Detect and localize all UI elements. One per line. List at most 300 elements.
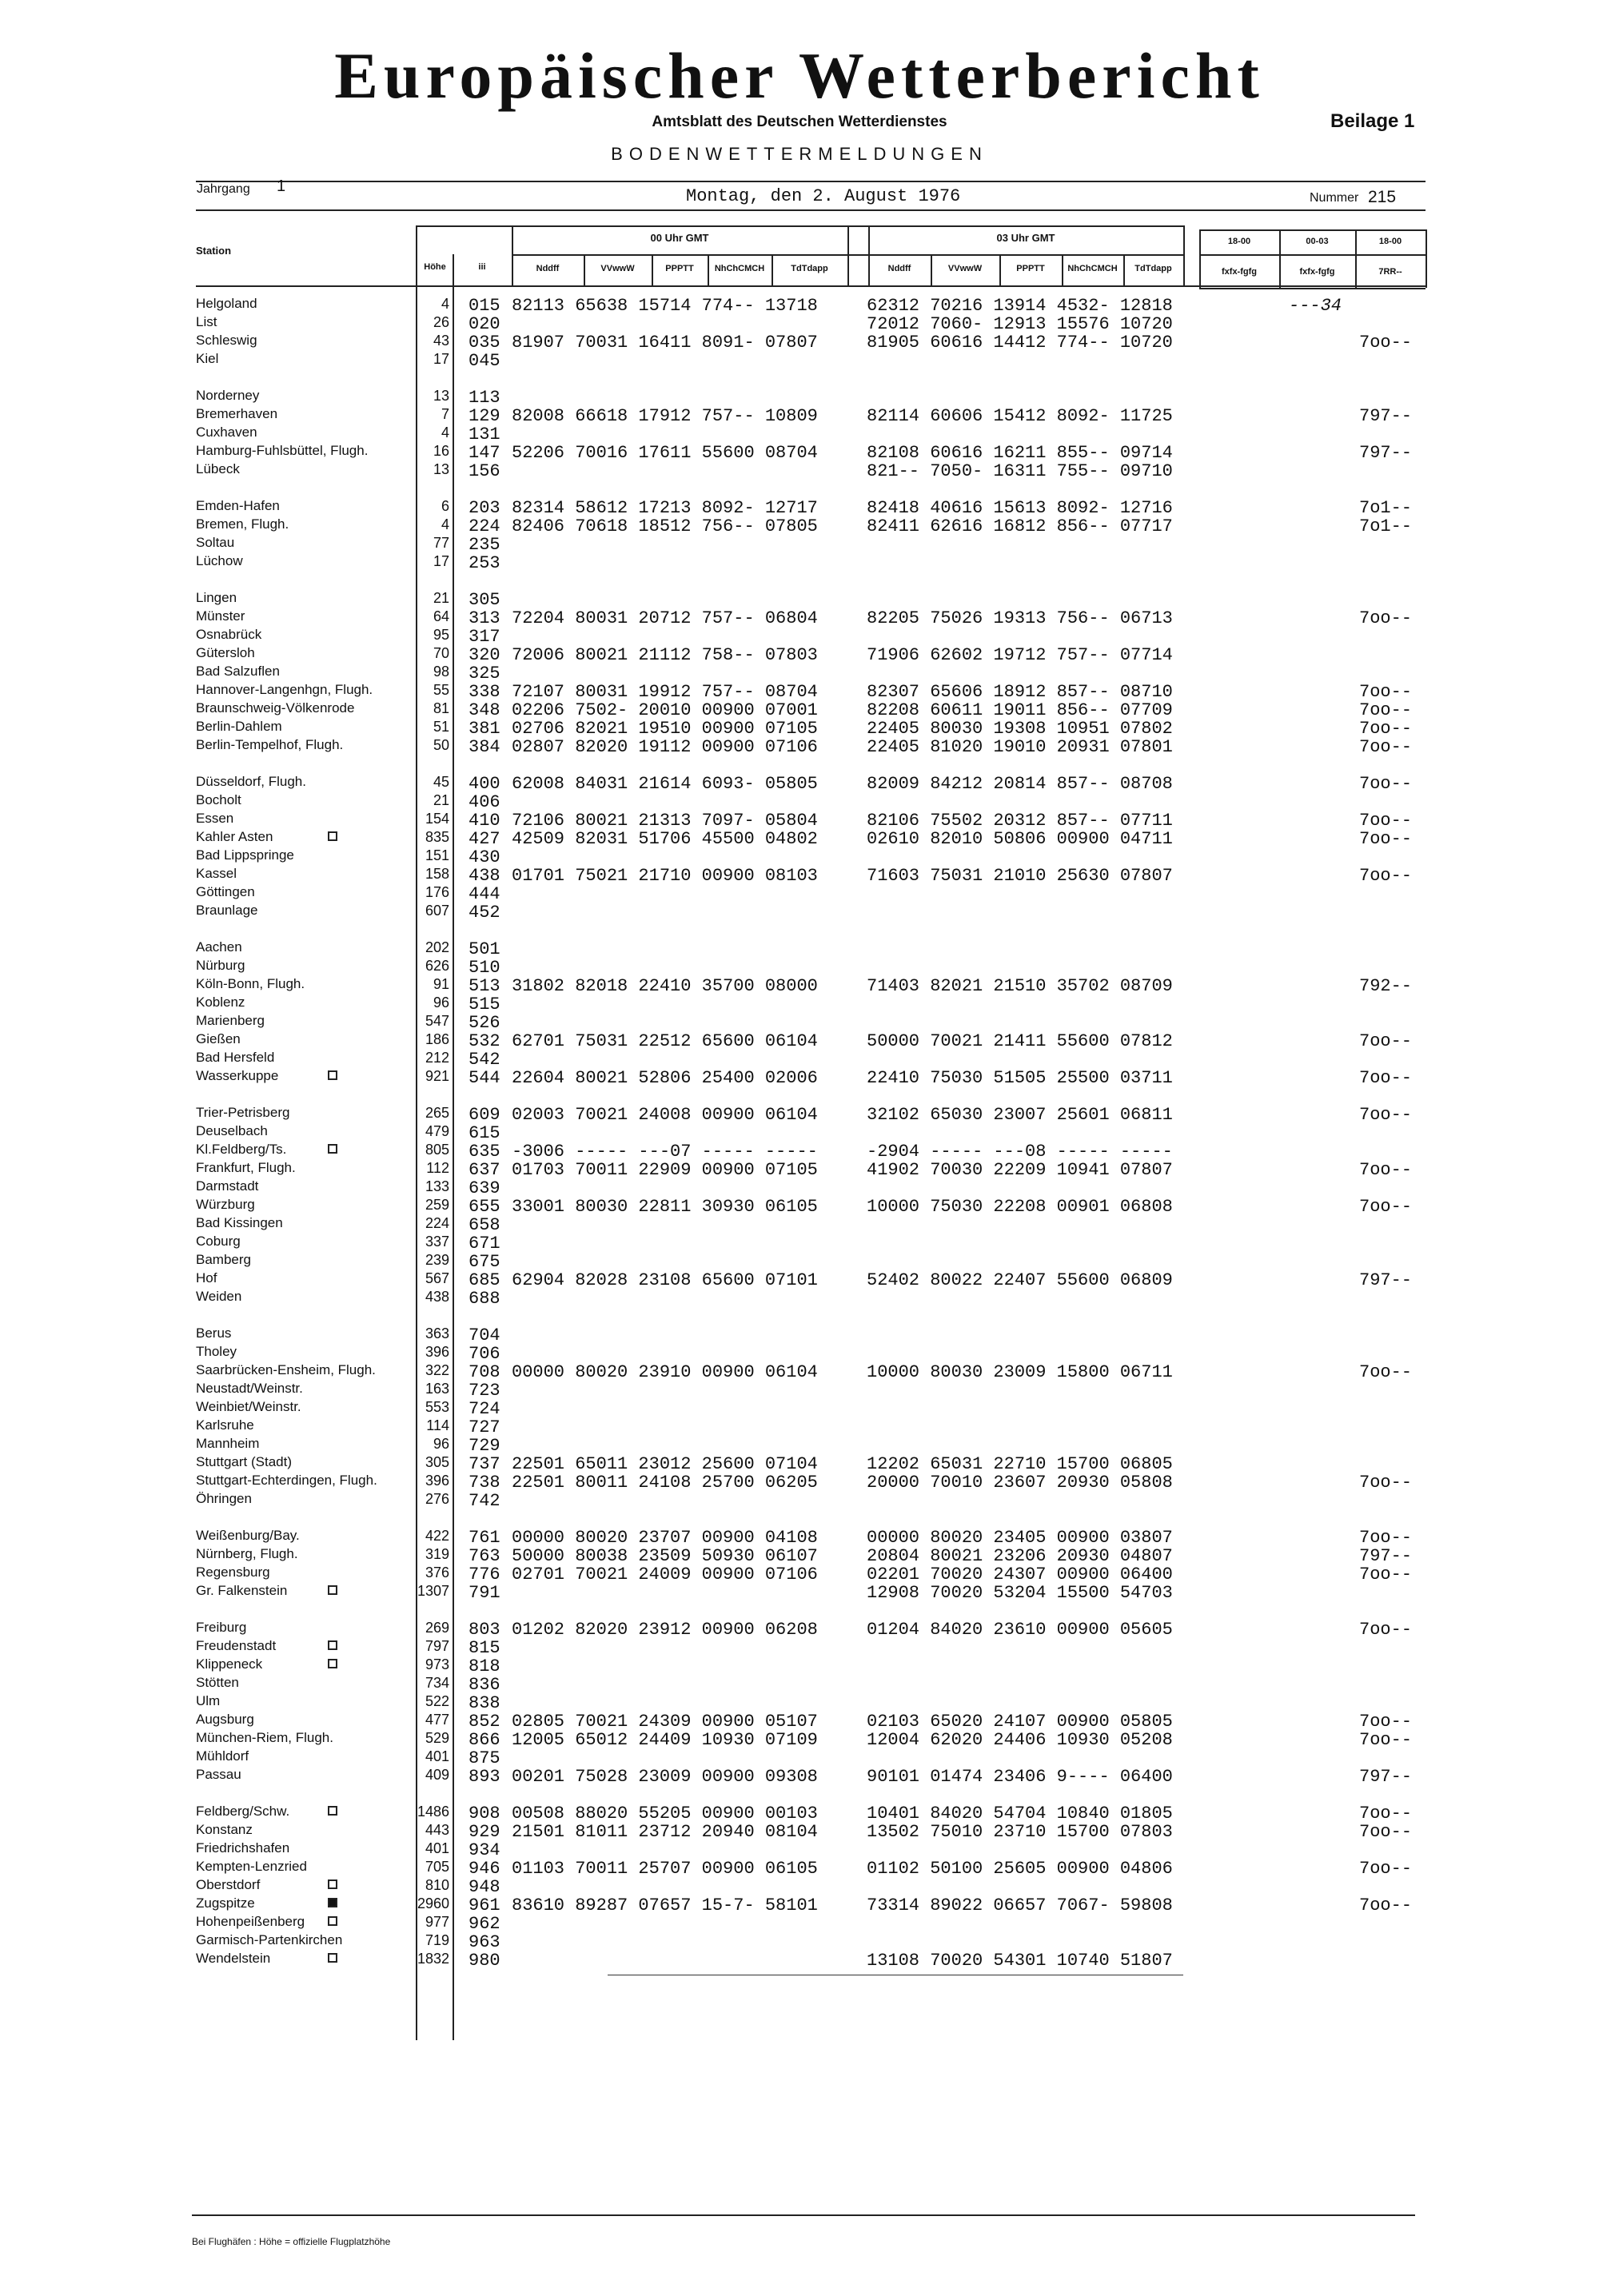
station-name: Passau [196, 1767, 241, 1782]
table-row [0, 995, 1599, 1013]
station-height: 17 [433, 351, 449, 367]
table-row [0, 1031, 1599, 1050]
station-name: Norderney [196, 388, 260, 403]
obs-03-gmt: 52402 80022 22407 55600 06809 [867, 1270, 1173, 1290]
station-index: 742 [469, 1491, 500, 1511]
station-height: 1832 [417, 1951, 449, 1967]
station-height: 477 [425, 1712, 449, 1728]
table-row [0, 296, 1599, 314]
station-index: 513 [469, 976, 500, 996]
footnote: Bei Flughäfen : Höhe = offizielle Flugplatzhöhe [192, 2236, 391, 2247]
station-height: 43 [433, 333, 449, 349]
table-row [0, 866, 1599, 884]
station-name: Nürnberg, Flugh. [196, 1546, 298, 1561]
table-row [0, 1675, 1599, 1693]
station-index: 253 [469, 553, 500, 573]
table-row [0, 1325, 1599, 1344]
table-row [0, 608, 1599, 627]
station-height: 202 [425, 939, 449, 955]
station-height: 50 [433, 737, 449, 753]
precip-group: 7oo-- [1359, 1822, 1413, 1842]
station-name: Wendelstein [196, 1951, 271, 1966]
obs-03-gmt: 73314 89022 06657 7067- 59808 [867, 1895, 1173, 1915]
obs-03-gmt: 02103 65020 24107 00900 05805 [867, 1712, 1173, 1732]
station-height: 21 [433, 792, 449, 808]
table-row [0, 1895, 1599, 1914]
precip-group: 7oo-- [1359, 719, 1413, 739]
table-row [0, 535, 1599, 553]
station-name: Essen [196, 811, 234, 826]
station-name: Frankfurt, Flugh. [196, 1160, 296, 1175]
station-index: 406 [469, 792, 500, 812]
obs-00-gmt: 02701 70021 24009 00900 07106 [512, 1565, 818, 1584]
station-name: Mühldorf [196, 1748, 249, 1764]
obs-03-gmt: 82108 60616 16211 855-- 09714 [867, 443, 1173, 463]
table-row [0, 1840, 1599, 1859]
precip-group: 7oo-- [1359, 1197, 1413, 1217]
station-name: Bad Lippspringe [196, 847, 294, 863]
station-index: 325 [469, 664, 500, 684]
station-index: 427 [469, 829, 500, 849]
table-row [0, 443, 1599, 461]
table-row [0, 719, 1599, 737]
table-row [0, 664, 1599, 682]
station-height: 322 [425, 1362, 449, 1378]
precip-group: 792-- [1359, 976, 1413, 996]
obs-03-gmt: 72012 7060- 12913 15576 10720 [867, 314, 1173, 334]
station-height: 96 [433, 995, 449, 1010]
table-row [0, 1105, 1599, 1123]
station-name: Saarbrücken-Ensheim, Flugh. [196, 1362, 376, 1377]
station-index: 320 [469, 645, 500, 665]
col-tdtd-03: TdTdapp [1134, 264, 1172, 273]
obs-00-gmt: 00201 75028 23009 00900 09308 [512, 1767, 818, 1787]
station-height: 305 [425, 1454, 449, 1470]
precip-group: 7oo-- [1359, 1473, 1413, 1493]
station-index: 980 [469, 1951, 500, 1971]
station-index: 737 [469, 1454, 500, 1474]
station-index: 224 [469, 516, 500, 536]
station-name: Bremen, Flugh. [196, 516, 289, 532]
col-gmt00: 00 Uhr GMT [650, 232, 709, 244]
station-index: 908 [469, 1804, 500, 1824]
station-name: Stuttgart (Stadt) [196, 1454, 292, 1469]
obs-03-gmt: 71403 82021 21510 35702 08709 [867, 976, 1173, 996]
table-row [0, 792, 1599, 811]
mountain-station-marker [328, 831, 337, 841]
table-row [0, 516, 1599, 535]
station-height: 363 [425, 1325, 449, 1341]
station-index: 948 [469, 1877, 500, 1897]
obs-00-gmt: 83610 89287 07657 15-7- 58101 [512, 1895, 818, 1915]
obs-03-gmt: 82411 62616 16812 856-- 07717 [867, 516, 1173, 536]
precip-group: 7oo-- [1359, 333, 1413, 353]
station-name: Darmstadt [196, 1178, 259, 1194]
precip-group: 7o1-- [1359, 516, 1413, 536]
station-index: 510 [469, 958, 500, 978]
station-name: Stuttgart-Echterdingen, Flugh. [196, 1473, 377, 1488]
station-height: 7 [441, 406, 449, 422]
table-row [0, 811, 1599, 829]
station-name: Osnabrück [196, 627, 262, 642]
station-height: 70 [433, 645, 449, 661]
obs-03-gmt: 81905 60616 14412 774-- 10720 [867, 333, 1173, 353]
col-ppptt-00: PPPTT [665, 264, 694, 273]
station-height: 797 [425, 1638, 449, 1654]
col-nhch-00: NhChCMCH [714, 264, 765, 273]
station-name: Regensburg [196, 1565, 270, 1580]
station-name: Lingen [196, 590, 237, 605]
precip-group: 7oo-- [1359, 1712, 1413, 1732]
obs-00-gmt: 02807 82020 19112 00900 07106 [512, 737, 818, 757]
station-index: 235 [469, 535, 500, 555]
station-name: Kahler Asten [196, 829, 273, 844]
precip-group: 7oo-- [1359, 866, 1413, 886]
station-name: Bocholt [196, 792, 241, 807]
handwritten-note: ---34 [1289, 296, 1342, 316]
table-row [0, 1050, 1599, 1068]
station-index: 045 [469, 351, 500, 371]
obs-03-gmt: 82208 60611 19011 856-- 07709 [867, 700, 1173, 720]
station-height: 973 [425, 1656, 449, 1672]
station-height: 319 [425, 1546, 449, 1562]
station-name: Stötten [196, 1675, 239, 1690]
station-name: Gießen [196, 1031, 241, 1046]
table-row [0, 1142, 1599, 1160]
station-height: 567 [425, 1270, 449, 1286]
station-height: 45 [433, 774, 449, 790]
station-height: 529 [425, 1730, 449, 1746]
mountain-station-marker [328, 1640, 337, 1650]
station-name: Bamberg [196, 1252, 251, 1267]
obs-03-gmt: 82009 84212 20814 857-- 08708 [867, 774, 1173, 794]
station-name: Gr. Falkenstein [196, 1583, 288, 1598]
station-index: 763 [469, 1546, 500, 1566]
station-index: 542 [469, 1050, 500, 1070]
mountain-station-marker [328, 1916, 337, 1926]
obs-03-gmt: 22410 75030 51505 25500 03711 [867, 1068, 1173, 1088]
station-index: 704 [469, 1325, 500, 1345]
station-height: 16 [433, 443, 449, 459]
nummer-label: Nummer [1310, 191, 1359, 205]
station-index: 532 [469, 1031, 500, 1051]
station-index: 893 [469, 1767, 500, 1787]
station-index: 791 [469, 1583, 500, 1603]
station-height: 835 [425, 829, 449, 845]
precip-group: 7oo-- [1359, 1068, 1413, 1088]
table-row [0, 1381, 1599, 1399]
station-index: 836 [469, 1675, 500, 1695]
obs-03-gmt: 90101 01474 23406 9---- 06400 [867, 1767, 1173, 1787]
obs-00-gmt: 00508 88020 55205 00900 00103 [512, 1804, 818, 1824]
table-row [0, 1013, 1599, 1031]
obs-00-gmt: 42509 82031 51706 45500 04802 [512, 829, 818, 849]
station-name: Marienberg [196, 1013, 265, 1028]
obs-00-gmt: 12005 65012 24409 10930 07109 [512, 1730, 818, 1750]
precip-group: 7oo-- [1359, 1565, 1413, 1584]
table-row [0, 1932, 1599, 1951]
station-index: 444 [469, 884, 500, 904]
station-index: 852 [469, 1712, 500, 1732]
report-title: Europäischer Wetterbericht [334, 39, 1265, 112]
station-height: 443 [425, 1822, 449, 1838]
station-index: 838 [469, 1693, 500, 1713]
station-index: 348 [469, 700, 500, 720]
station-name: Ulm [196, 1693, 221, 1708]
table-row [0, 627, 1599, 645]
station-index: 729 [469, 1436, 500, 1456]
station-name: Helgoland [196, 296, 257, 311]
obs-03-gmt: 13502 75010 23710 15700 07803 [867, 1822, 1173, 1842]
obs-03-gmt: 82114 60606 15412 8092- 11725 [867, 406, 1173, 426]
station-height: 154 [425, 811, 449, 827]
station-height: 921 [425, 1068, 449, 1084]
station-index: 147 [469, 443, 500, 463]
station-index: 655 [469, 1197, 500, 1217]
station-name: Emden-Hafen [196, 498, 280, 513]
station-name: Weiden [196, 1289, 242, 1304]
obs-03-gmt: -2904 ----- ---08 ----- ----- [867, 1142, 1173, 1162]
station-height: 276 [425, 1491, 449, 1507]
table-row [0, 1491, 1599, 1509]
station-height: 337 [425, 1234, 449, 1250]
station-height: 6 [441, 498, 449, 514]
station-height: 17 [433, 553, 449, 569]
station-index: 400 [469, 774, 500, 794]
station-height: 95 [433, 627, 449, 643]
station-index: 875 [469, 1748, 500, 1768]
station-height: 409 [425, 1767, 449, 1783]
station-index: 635 [469, 1142, 500, 1162]
station-height: 224 [425, 1215, 449, 1231]
table-row [0, 1767, 1599, 1785]
table-row [0, 774, 1599, 792]
station-name: Trier-Petrisberg [196, 1105, 290, 1120]
station-height: 705 [425, 1859, 449, 1875]
precip-group: 7oo-- [1359, 1031, 1413, 1051]
table-row [0, 958, 1599, 976]
obs-00-gmt: -3006 ----- ---07 ----- ----- [512, 1142, 818, 1162]
station-name: Freudenstadt [196, 1638, 277, 1653]
header-rule-bottom [196, 209, 1426, 211]
station-index: 761 [469, 1528, 500, 1548]
table-row [0, 939, 1599, 958]
station-height: 13 [433, 388, 449, 404]
table-row [0, 351, 1599, 369]
station-height: 96 [433, 1436, 449, 1452]
station-index: 934 [469, 1840, 500, 1860]
obs-00-gmt: 02706 82021 19510 00900 07105 [512, 719, 818, 739]
station-height: 212 [425, 1050, 449, 1066]
station-name: Lüchow [196, 553, 243, 568]
station-index: 685 [469, 1270, 500, 1290]
station-index: 131 [469, 425, 500, 444]
table-row [0, 461, 1599, 480]
obs-00-gmt: 72204 80031 20712 757-- 06804 [512, 608, 818, 628]
beilage-label: Beilage 1 [1330, 110, 1415, 132]
station-name: Aachen [196, 939, 242, 955]
station-index: 866 [469, 1730, 500, 1750]
mountain-station-marker [328, 1070, 337, 1080]
station-index: 609 [469, 1105, 500, 1125]
station-height: 401 [425, 1748, 449, 1764]
obs-03-gmt: 82106 75502 20312 857-- 07711 [867, 811, 1173, 831]
obs-03-gmt: 10000 80030 23009 15800 06711 [867, 1362, 1173, 1382]
station-name: Friedrichshafen [196, 1840, 290, 1856]
station-name: Weinbiet/Weinstr. [196, 1399, 301, 1414]
table-row [0, 1160, 1599, 1178]
table-row [0, 1252, 1599, 1270]
obs-00-gmt: 02206 7502- 20010 00900 07001 [512, 700, 818, 720]
station-index: 688 [469, 1289, 500, 1309]
station-height: 4 [441, 425, 449, 440]
col-r-sub2: fxfx-fgfg [1299, 267, 1335, 277]
precip-group: 797-- [1359, 443, 1413, 463]
station-height: 719 [425, 1932, 449, 1948]
obs-03-gmt: 01204 84020 23610 00900 05605 [867, 1620, 1173, 1640]
obs-03-gmt: 20000 70010 23607 20930 05808 [867, 1473, 1173, 1493]
station-name: Hohenpeißenberg [196, 1914, 305, 1929]
obs-03-gmt: 71603 75031 21010 25630 07807 [867, 866, 1173, 886]
station-height: 133 [425, 1178, 449, 1194]
table-row [0, 314, 1599, 333]
table-row [0, 737, 1599, 755]
station-index: 015 [469, 296, 500, 316]
station-name: Bremerhaven [196, 406, 278, 421]
table-row [0, 1656, 1599, 1675]
obs-00-gmt: 21501 81011 23712 20940 08104 [512, 1822, 818, 1842]
station-index: 738 [469, 1473, 500, 1493]
col-nddff-03: Nddff [887, 264, 911, 273]
table-row [0, 1638, 1599, 1656]
station-name: Zugspitze [196, 1895, 255, 1911]
table-row [0, 1197, 1599, 1215]
col-r-18-00b: 18-00 [1378, 237, 1402, 246]
obs-00-gmt: 02003 70021 24008 00900 06104 [512, 1105, 818, 1125]
col-hoehe: Höhe [424, 262, 446, 272]
station-index: 381 [469, 719, 500, 739]
table-row [0, 884, 1599, 903]
table-row [0, 1583, 1599, 1601]
station-index: 776 [469, 1565, 500, 1584]
table-row [0, 590, 1599, 608]
obs-03-gmt: 41902 70030 22209 10941 07807 [867, 1160, 1173, 1180]
station-height: 265 [425, 1105, 449, 1121]
table-row [0, 1344, 1599, 1362]
obs-00-gmt: 22501 65011 23012 25600 07104 [512, 1454, 818, 1474]
station-height: 186 [425, 1031, 449, 1047]
table-row [0, 1730, 1599, 1748]
station-name: Konstanz [196, 1822, 253, 1837]
obs-00-gmt: 22501 80011 24108 25700 06205 [512, 1473, 818, 1493]
station-index: 317 [469, 627, 500, 647]
station-height: 259 [425, 1197, 449, 1213]
station-height: 522 [425, 1693, 449, 1709]
obs-00-gmt: 00000 80020 23910 00900 06104 [512, 1362, 818, 1382]
station-height: 176 [425, 884, 449, 900]
obs-03-gmt: 02610 82010 50806 00900 04711 [867, 829, 1173, 849]
station-index: 962 [469, 1914, 500, 1934]
station-index: 658 [469, 1215, 500, 1235]
mountain-station-marker [328, 1953, 337, 1963]
station-height: 810 [425, 1877, 449, 1893]
station-height: 1307 [417, 1583, 449, 1599]
station-index: 961 [469, 1895, 500, 1915]
table-row [0, 498, 1599, 516]
table-row [0, 1528, 1599, 1546]
station-height: 626 [425, 958, 449, 974]
station-name: Bad Salzuflen [196, 664, 280, 679]
obs-00-gmt: 62701 75031 22512 65600 06104 [512, 1031, 818, 1051]
station-index: 671 [469, 1234, 500, 1254]
mountain-station-marker [328, 1585, 337, 1595]
station-index: 452 [469, 903, 500, 923]
col-r-18-00: 18-00 [1227, 237, 1251, 246]
station-index: 818 [469, 1656, 500, 1676]
obs-00-gmt: 82113 65638 15714 774-- 13718 [512, 296, 818, 316]
table-row [0, 1914, 1599, 1932]
station-name: Bad Kissingen [196, 1215, 283, 1230]
station-name: Neustadt/Weinstr. [196, 1381, 303, 1396]
col-vvwww-03: VVwwW [947, 264, 983, 273]
precip-group: 7oo-- [1359, 1730, 1413, 1750]
station-name: Soltau [196, 535, 235, 550]
station-index: 724 [469, 1399, 500, 1419]
station-index: 305 [469, 590, 500, 610]
table-row [0, 903, 1599, 921]
obs-00-gmt: 72006 80021 21112 758-- 07803 [512, 645, 818, 665]
obs-03-gmt: 01102 50100 25605 00900 04806 [867, 1859, 1173, 1879]
obs-00-gmt: 01701 75021 21710 00900 08103 [512, 866, 818, 886]
station-height: 2960 [417, 1895, 449, 1911]
station-height: 734 [425, 1675, 449, 1691]
station-name: München-Riem, Flugh. [196, 1730, 333, 1745]
col-iii: iii [478, 262, 486, 272]
station-height: 26 [433, 314, 449, 330]
station-name: Öhringen [196, 1491, 252, 1506]
obs-00-gmt: 31802 82018 22410 35700 08000 [512, 976, 818, 996]
station-name: Braunlage [196, 903, 258, 918]
station-name: Augsburg [196, 1712, 254, 1727]
col-r-00-03: 00-03 [1306, 237, 1329, 246]
r-header-bottom [1199, 288, 1426, 289]
station-height: 438 [425, 1289, 449, 1305]
col-nhch-03: NhChCMCH [1067, 264, 1118, 273]
table-row [0, 553, 1599, 572]
station-name: Kiel [196, 351, 219, 366]
obs-00-gmt: 01202 82020 23912 00900 06208 [512, 1620, 818, 1640]
station-index: 963 [469, 1932, 500, 1952]
precip-group: 7oo-- [1359, 1859, 1413, 1879]
col-station: Station [196, 245, 232, 257]
station-name: Schleswig [196, 333, 257, 348]
station-height: 401 [425, 1840, 449, 1856]
table-row [0, 1565, 1599, 1583]
station-name: Cuxhaven [196, 425, 257, 440]
obs-00-gmt: 72107 80031 19912 757-- 08704 [512, 682, 818, 702]
station-index: 438 [469, 866, 500, 886]
station-name: Köln-Bonn, Flugh. [196, 976, 305, 991]
table-row [0, 1804, 1599, 1822]
station-name: Weißenburg/Bay. [196, 1528, 300, 1543]
precip-group: 797-- [1359, 1546, 1413, 1566]
station-index: 946 [469, 1859, 500, 1879]
station-name: Garmisch-Partenkirchen [196, 1932, 343, 1947]
obs-03-gmt: 821-- 7050- 16311 755-- 09710 [867, 461, 1173, 481]
station-name: Berlin-Tempelhof, Flugh. [196, 737, 344, 752]
station-index: 803 [469, 1620, 500, 1640]
table-row [0, 1473, 1599, 1491]
